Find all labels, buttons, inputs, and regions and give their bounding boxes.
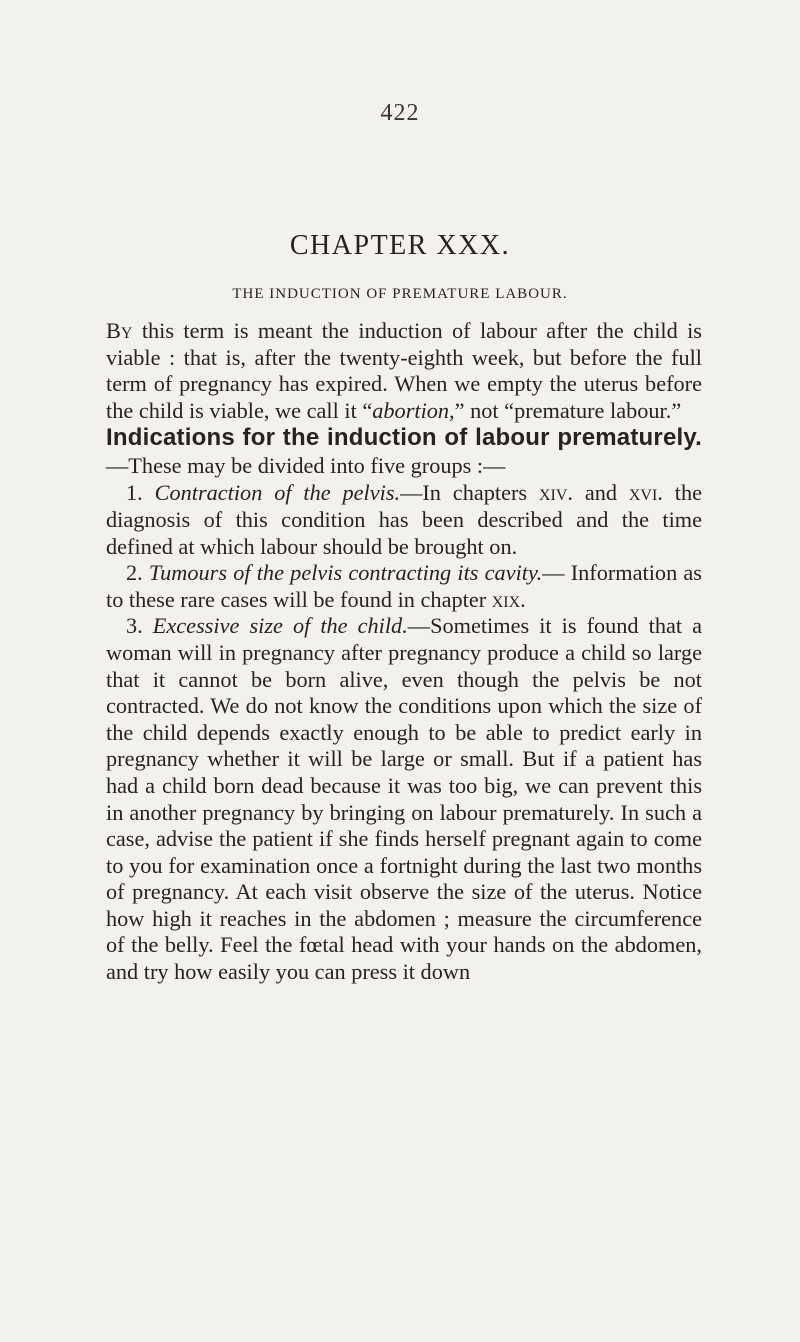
group-1-text-c: the diagnosis of this condition has been described and the time defined at which labour should be brought on. — [106, 480, 702, 559]
chapter-title: CHAPTER XXX. — [289, 230, 511, 261]
group-2-paragraph — [106, 560, 702, 613]
indications-paragraph — [106, 424, 702, 480]
intro-text-2: ” not “premature labour.” — [454, 397, 682, 423]
group-3-text: —Sometimes it is found that a woman will in pregnancy after pregnancy produce a child so large that it cannot be born alive, even though the pelvis be not contracted. We do not know the conditions upon which the size of the child depends exactly enough to be able to predict early in pregnancy whether it will be large or small. But if a patient has had a child born dead because it was too big, we can prevent this in another pregnancy by bringing on labour prematurely. In such a case, advise the patient if she finds herself pregnant again to come to you for examination once a fortnight during the last two months of pregnancy. At each visit observe the size of the uterus. Notice how high it reaches in the abdomen ; measure the circumference of the belly. Feel the fœtal head with your hands on the abdomen, and try how easily you can press it down — [106, 613, 702, 985]
intro-text-1: this term is meant the induction of labour after the child is viable : that is, after the twenty-eighth week, but before the full term of pregnancy has expired. When we empty the uterus before the child is viable, we call it “ — [106, 318, 702, 423]
group-1-chapter-ref-2: xvi. — [628, 480, 663, 506]
group-3-paragraph — [106, 613, 702, 985]
group-1-number: 1. — [126, 480, 155, 506]
section-heading: Indications for the induction of labour prematurely. — [106, 424, 702, 452]
group-1-paragraph — [106, 480, 702, 560]
page-number: 422 — [380, 100, 420, 126]
group-2-text-a: — Information as to these rare cases will be found in chapter — [106, 560, 702, 612]
group-1-title: Contraction of the pelvis. — [154, 480, 401, 506]
group-3-title: Excessive size of the child. — [152, 613, 408, 639]
group-1-text-a: —In chapters — [400, 480, 539, 506]
chapter-subtitle: THE INDUCTION OF PREMATURE LABOUR. — [232, 286, 568, 302]
group-1-text-b: and — [572, 480, 629, 506]
intro-paragraph — [106, 318, 702, 424]
indications-text: —These may be divided into five groups :— — [106, 453, 506, 479]
group-3-number: 3. — [126, 613, 153, 639]
group-1-chapter-ref-1: xiv. — [538, 480, 573, 506]
group-2-number: 2. — [126, 560, 149, 586]
intro-italic-term: abortion, — [372, 397, 455, 423]
group-2-title: Tumours of the pelvis contracting its cavity. — [148, 560, 543, 586]
group-2-chapter-ref: xix. — [491, 586, 526, 612]
body-text — [106, 318, 702, 986]
intro-lead: By — [106, 318, 133, 343]
